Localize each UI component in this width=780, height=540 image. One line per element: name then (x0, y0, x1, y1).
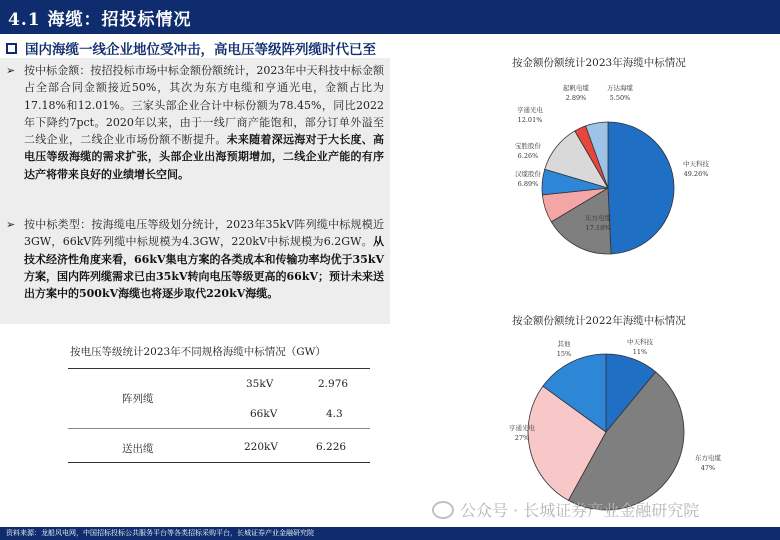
slice-value-label: 17.18% (585, 224, 611, 232)
slice-name-label: 亨通光电 (509, 424, 535, 432)
wechat-icon (432, 501, 454, 519)
slice-name-label: 宝胜股份 (515, 142, 541, 150)
checkbox-square-icon (6, 43, 17, 54)
slice-name-label: 其他 (557, 340, 571, 348)
arrow-bullet-icon: ➢ (6, 218, 16, 231)
source-note: 资料来源：龙船风电网，中国招标投标公共服务平台等各类招标采购平台，长城证券产业金融研究院 (6, 529, 314, 537)
subheading (6, 38, 376, 58)
table-group-label: 阵列缆 (122, 393, 154, 405)
watermark-text: 公众号 · 长城证券产业金融研究院 (460, 501, 700, 520)
slice-value-label: 12.01% (517, 116, 543, 124)
chart-2-title: 按金额份额统计2022年海缆中标情况 (512, 315, 686, 327)
table-cell-value: 4.3 (326, 408, 343, 420)
table-bottom-rule (68, 462, 370, 463)
chart-1-title: 按金额份额统计2023年海缆中标情况 (512, 57, 686, 69)
slice-name-label: 中天科技 (627, 338, 653, 346)
table-cell-spec: 220kV (244, 441, 278, 453)
slice-name-label: 中天科技 (683, 160, 709, 168)
table-group-label: 送出缆 (122, 443, 154, 455)
arrow-bullet-icon: ➢ (6, 64, 16, 77)
slice-name-label: 东方电缆 (695, 454, 721, 462)
p2-normal-text: 按中标类型：按海缆电压等级划分统计，2023年35kV阵列缆中标规模近3GW，66kV阵列缆中标规模为4.3GW，220kV中标规模为6.2GW。 (24, 218, 384, 249)
watermark (432, 498, 699, 521)
pie-chart-2023 (480, 70, 780, 310)
table-cell-spec: 35kV (246, 378, 274, 390)
slice-value-label: 6.26% (517, 152, 539, 160)
header-bar (0, 0, 780, 34)
paragraph-2 (24, 216, 384, 302)
pie-slice (608, 122, 674, 254)
slice-name-label: 亨通光电 (517, 106, 543, 114)
paragraph-1 (24, 62, 384, 183)
slice-value-label: 2.89% (565, 94, 587, 102)
slice-value-label: 27% (514, 434, 530, 442)
slice-name-label: 起帆电缆 (563, 84, 589, 92)
text-panel (0, 58, 390, 324)
slice-value-label: 11% (632, 348, 648, 356)
slice-value-label: 15% (556, 350, 572, 358)
table-cell-value: 6.226 (316, 441, 347, 453)
slice-value-label: 6.89% (517, 180, 539, 188)
slice-name-label: 万达海缆 (607, 84, 633, 92)
table-cell-value: 2.976 (318, 378, 349, 390)
slice-value-label: 49.26% (683, 170, 709, 178)
slice-value-label: 5.50% (609, 94, 631, 102)
p1-normal-text: 按中标金额：按招投标市场中标金额份额统计，2023年中天科技中标金额占全部合同金额接近50%，其次为东方电缆和亨通光电，金额占比为17.18%和12.01%。三家头部企业合计中标份额为78.45%，同比2022年下降约7pct。2020年以来，由于一线厂商产能饱和，部分订单外溢至二线企业，二线企业市场份额不断提升。 (24, 64, 384, 147)
footer-bar (0, 527, 780, 540)
slice-value-label: 47% (700, 464, 716, 472)
slice-name-label: 汉缆股份 (515, 170, 541, 178)
p1-bold-text: 未来随着深远海对于大长度、高电压等级海缆的需求扩张，头部企业出海预期增加，二线企业产能的有序达产将带来良好的业绩增长空间。 (24, 133, 385, 181)
slice-name-label: 东方电缆 (585, 214, 611, 222)
page-title: 4.1 海缆：招投标情况 (8, 10, 192, 30)
table-title: 按电压等级统计2023年不同规格海缆中标情况（GW） (70, 346, 326, 358)
table-mid-rule (68, 428, 370, 429)
table-top-rule (68, 368, 370, 369)
pie-chart-2022 (480, 328, 780, 524)
p2-bold-text: 从技术经济性角度来看，66kV集电方案的各类成本和传输功率均优于35kV方案，国内阵列缆需求已由35kV转向电压等级更高的66kV；预计未来送出方案中的500kV海缆也将逐步取代220kV海缆。 (24, 235, 384, 301)
table-cell-spec: 66kV (250, 408, 278, 420)
subheading-text: 国内海缆一线企业地位受冲击，高电压等级阵列缆时代已至 (25, 42, 376, 58)
